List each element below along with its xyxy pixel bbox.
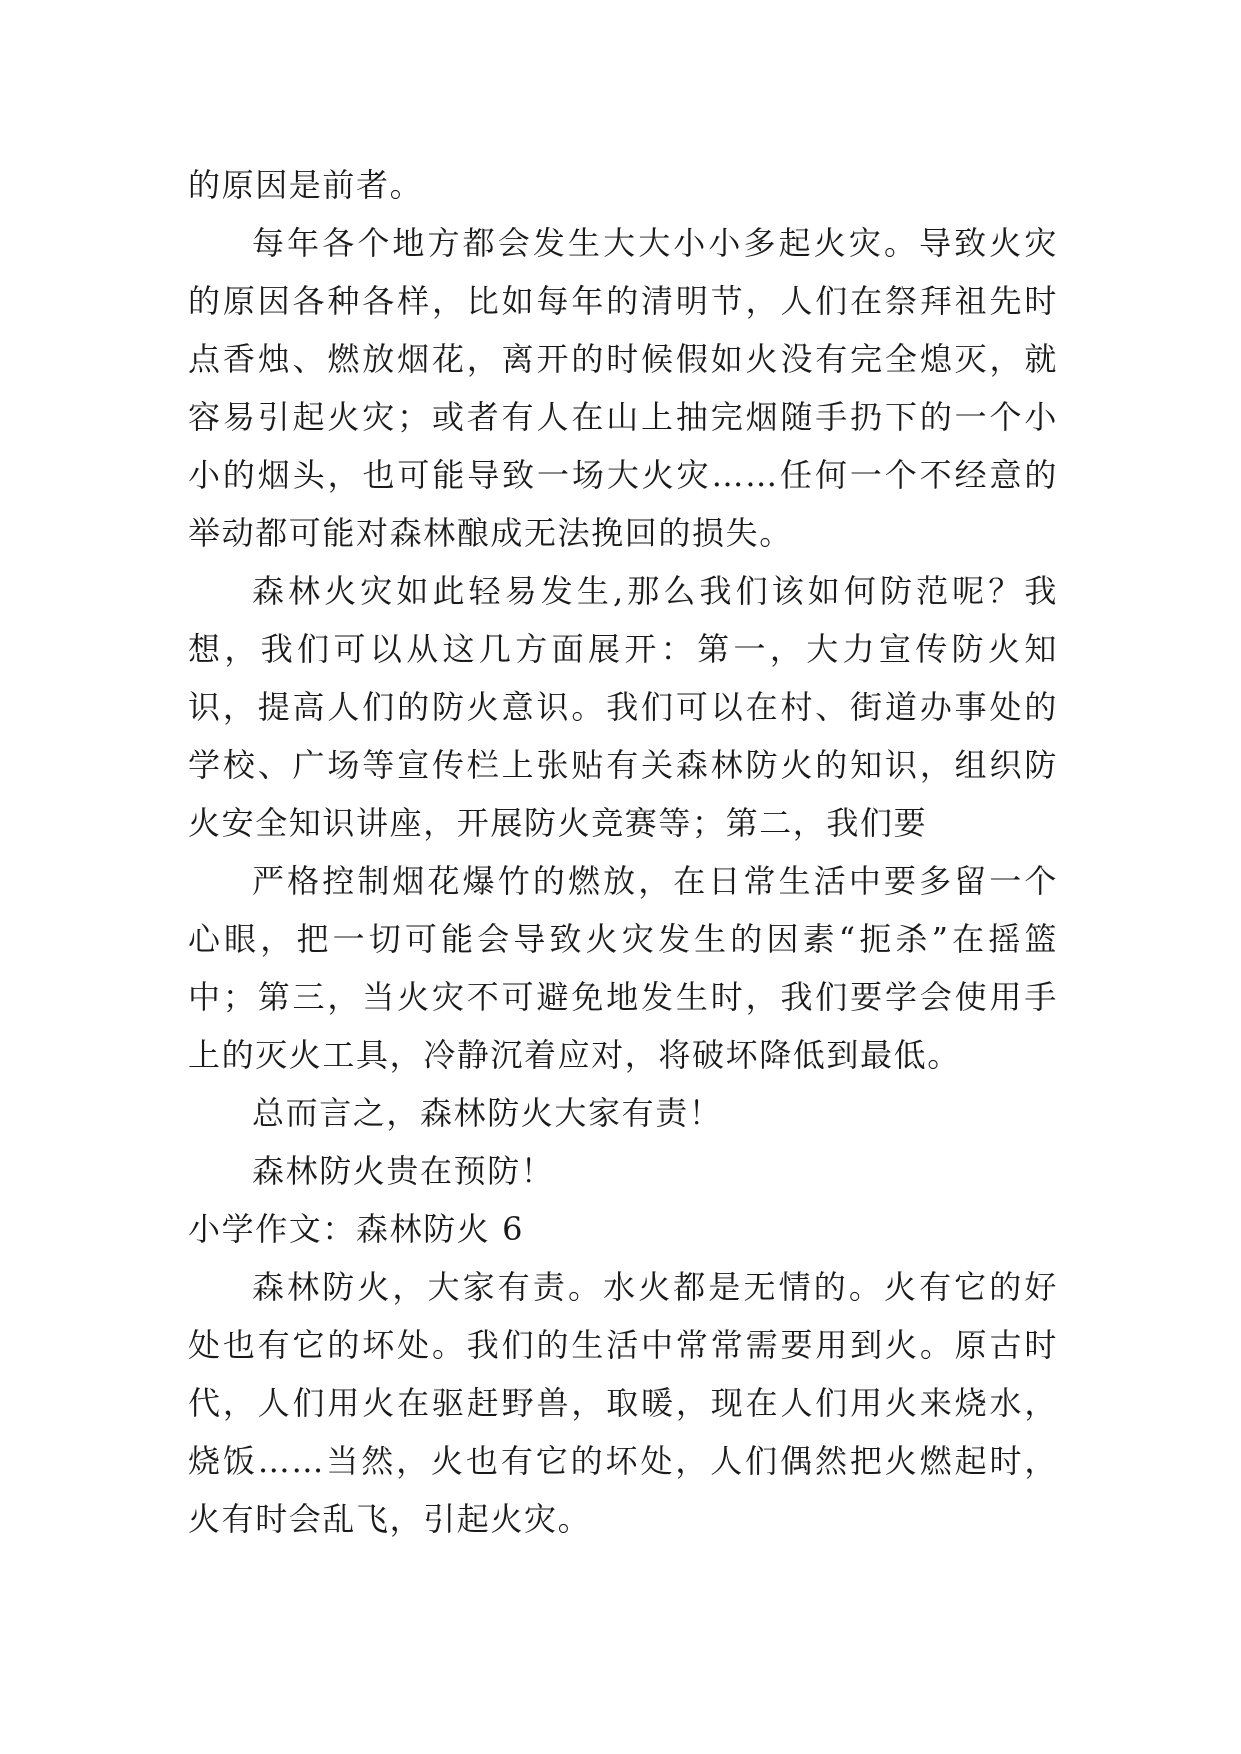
paragraph: 总而言之，森林防火大家有责！ <box>252 1094 723 1132</box>
paragraph: 每年各个地方都会发生大大小小多起火灾。导致火灾的原因各种各样，比如每年的清明节，人们在祭拜祖先时点香烛、燃放烟花，离开的时候假如火没有完全熄灭，就容易引起火灾；或者有人在山上抽完烟随手扔下的一个小小的烟头，也可能导致一场大火灾……任何一个不经意的举动都可能对森林酿成无法挽回的损失。 <box>188 224 1058 552</box>
document-body <box>188 156 1058 1548</box>
paragraph: 森林火灾如此轻易发生,那么我们该如何防范呢？我想，我们可以从这几方面展开：第一，大力宣传防火知识，提高人们的防火意识。我们可以在村、街道办事处的学校、广场等宣传栏上张贴有关森林防火的知识，组织防火安全知识讲座，开展防火竞赛等；第二，我们要 <box>188 572 1058 842</box>
paragraph: 森林防火，大家有责。水火都是无情的。火有它的好处也有它的坏处。我们的生活中常常需要用到火。原古时代，人们用火在驱赶野兽，取暖，现在人们用火来烧水，烧饭……当然，火也有它的坏处，人们偶然把火燃起时，火有时会乱飞，引起火灾。 <box>188 1268 1058 1538</box>
section-title: 小学作文：森林防火 6 <box>188 1210 525 1248</box>
paragraph: 严格控制烟花爆竹的燃放，在日常生活中要多留一个心眼，把一切可能会导致火灾发生的因素“扼杀”在摇篮中；第三，当火灾不可避免地发生时，我们要学会使用手上的灭火工具，冷静沉着应对，将破坏降低到最低。 <box>188 862 1058 1074</box>
paragraph: 森林防火贵在预防！ <box>252 1152 555 1190</box>
paragraph: 的原因是前者。 <box>188 166 424 204</box>
